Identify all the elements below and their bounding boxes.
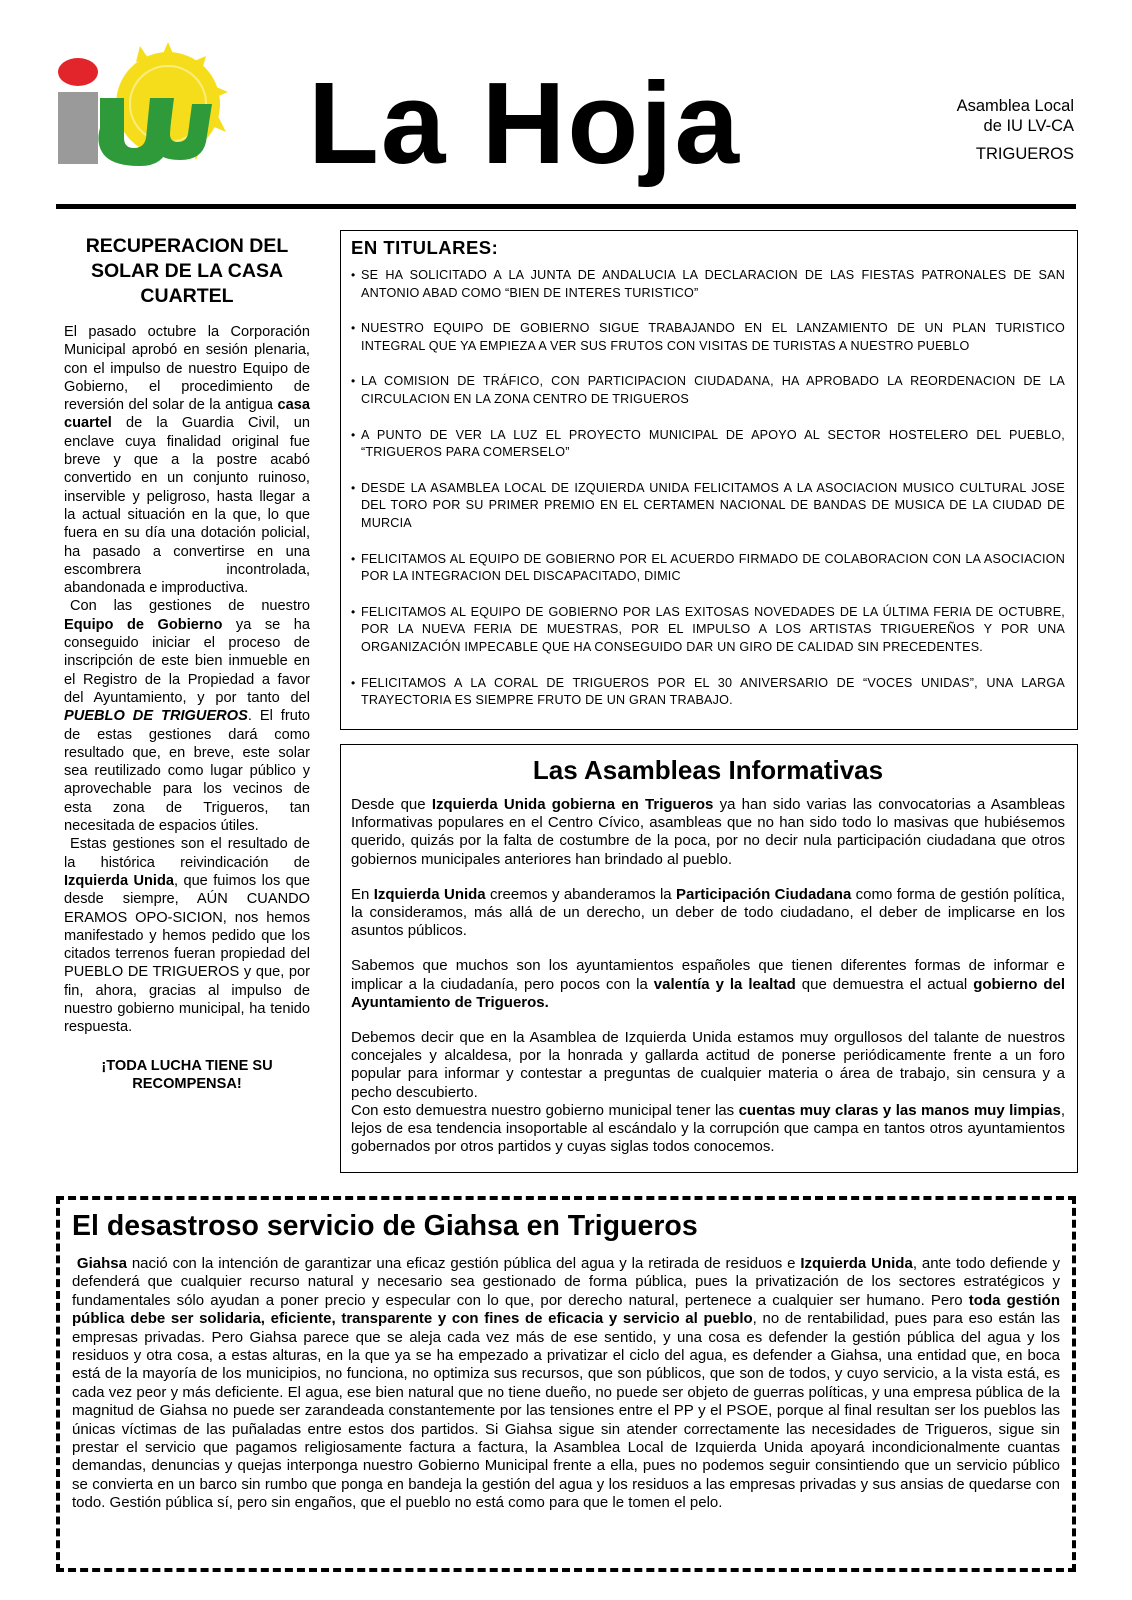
red-dot	[58, 58, 98, 86]
headline-item: • SE HA SOLICITADO A LA JUNTA DE ANDALUCIA LA DECLARACION DE LAS FIESTAS PATRONALES DE SAN ANTONIO ABAD COMO “BIEN DE INTERES TURISTICO”	[351, 267, 1065, 302]
masthead-title: La Hoja	[308, 58, 741, 188]
assemblies-box	[340, 744, 1078, 1173]
giahsa-box	[56, 1196, 1076, 1572]
header-rule	[56, 204, 1076, 209]
giahsa-paragraph: Giahsa nació con la intención de garantizar una eficaz gestión pública del agua y la retirada de residuos e Izquierda Unida, ante todo defiende y defenderá que cualquier recurso natural y necesario sea gestionado de forma pública, pues la privatización de los sectores estratégicos y fundamentales sólo ayudan a poner precio y especular con lo que, por derecho natural, pertenece a cualquier ser humano. Pero toda gestión pública debe ser solidaria, eficiente, transparente y con fines de eficacia y servicio al pueblo, no de rentabilidad, pues para eso están las empresas privadas. Pero Giahsa parece que se aleja cada vez más de ese sentido, y una cosa es defender la gestión pública del agua y los residuos y otra cosa, a estas alturas, en la que ya se ha empezado a privatizar el ciclo del agua, es defender a Giahsa, una entidad que, en boca está de la mayoría de los municipios, no funciona, no optimiza sus recursos, que son públicos, que son de todos, y cuyo servicio, a la vista está, es cada vez peor y más deficiente. El agua, ese bien natural que no tiene dueño, no puede ser objeto de guerras políticas, y una empresa pública de la magnitud de Giahsa no puede ser zarandeada constantemente por las tensiones entre el PP y el PSOE, porque al final resultan ser los pueblos las únicas víctimas de las puñaladas entre estos dos partidos. Si Giahsa sigue sin atender correctamente las necesidades de Trigueros, sigue sin prestar el servicio que pagamos religiosamente factura a factura, la Asamblea Local de Izquierda Unida apoyará incondicionalmente cuantas demandas, denuncias y quejas interponga nuestro Gobierno Municipal frente a ella, pues no podemos seguir consintiendo que un servicio público se convierta en un barco sin rumbo que ponga en bandeja la gestión del agua y los residuos a las empresas privadas y sus ansias de quedarse con todo. Gestión pública sí, pero sin engaños, que el pueblo no está como para que le tomen el pelo.	[72, 1255, 1061, 1512]
assemblies-title: Las Asambleas Informativas	[532, 755, 884, 785]
headline-item: • NUESTRO EQUIPO DE GOBIERNO SIGUE TRABAJANDO EN EL LANZAMIENTO DE UN PLAN TURISTICO INTEGRAL QUE YA EMPIEZA A VER SUS FRUTOS CON VISITAS DE TURISTAS A NUESTRO PUEBLO	[351, 320, 1065, 355]
giahsa-title: El desastroso servicio de Giahsa en Trigueros	[72, 1210, 698, 1242]
headlines-box	[340, 230, 1078, 730]
assemblies-paragraph-3: Sabemos que muchos son los ayuntamientos españoles que tienen diferentes formas de informar e implicar a la ciudadanía, pero pocos con la valentía y la lealtad que demuestra el actual gobierno del Ayuntamiento de Trigueros.	[351, 957, 1066, 1011]
assembly-line-2: de IU LV-CA	[983, 117, 1074, 135]
left-article-closing: ¡TODA LUCHA TIENE SU RECOMPENSA!	[101, 1057, 273, 1092]
headline-item: • FELICITAMOS AL EQUIPO DE GOBIERNO POR LAS EXITOSAS NOVEDADES DE LA ÚLTIMA FERIA DE OCTUBRE, POR LA NUEVA FERIA DE MUESTRAS, POR EL IMPULSO A LOS ARTISTAS TRIGUEREÑOS Y POR UNA ORGANIZACIÓN IMPECABLE QUE HA CONSEGUIDO DAR UN GIRO DE CALIDAD SIN PRECEDENTES.	[351, 604, 1065, 657]
headline-item: • FELICITAMOS A LA CORAL DE TRIGUEROS POR EL 30 ANIVERSARIO DE “VOCES UNIDAS”, UNA LARGA TRAYECTORIA ES SIEMPRE FRUTO DE UN GRAN TRABAJO.	[351, 675, 1065, 710]
iu-logo	[56, 42, 232, 172]
left-article-paragraph-1: El pasado octubre la Corporación Municipal aprobó en sesión plenaria, con el impulso de nuestro Equipo de Gobierno, el procedimiento de reversión del solar de la antigua casa cuartel de la Guardia Civil, un enclave cuya finalidad original fue breve y que a la postre acabó convertido en un conjunto ruinoso, inservible y peligroso, hasta llegar a la actual situación en la que, lo que fuera en su día una dotación policial, ha pasado a convertirse en una escombrera incontrolada, abandonada e improductiva.	[64, 324, 310, 597]
headlines-heading: EN TITULARES:	[351, 237, 499, 258]
headlines-list	[351, 267, 1065, 710]
left-article-paragraph-3: Estas gestiones son el resultado de la histórica reivindicación de Izquierda Unida, que fuimos los que desde siempre, AÚN CUANDO ERAMOS OPO-SICION, nos hemos manifestado y hemos pedido que los citados terrenos fueran propiedad del PUEBLO DE TRIGUEROS y que, por fin, ahora, gracias al impulso de nuestro gobierno municipal, ha tenido respuesta.	[64, 836, 310, 1036]
gray-bar	[58, 92, 98, 164]
headline-item: • LA COMISION DE TRÁFICO, CON PARTICIPACION CIUDADANA, HA APROBADO LA REORDENACION DE LA CIRCULACION EN LA ZONA CENTRO DE TRIGUEROS	[351, 373, 1065, 408]
headline-item: • DESDE LA ASAMBLEA LOCAL DE IZQUIERDA UNIDA FELICITAMOS A LA ASOCIACION MUSICO CULTURAL JOSE DEL TORO POR SU PRIMER PREMIO EN EL CERTAMEN NACIONAL DE BANDAS DE MUSICA DE LA CIUDAD DE MURCIA	[351, 480, 1065, 533]
headline-item: • A PUNTO DE VER LA LUZ EL PROYECTO MUNICIPAL DE APOYO AL SECTOR HOSTELERO DEL PUEBLO, “TRIGUEROS PARA COMERSELO”	[351, 427, 1065, 462]
assemblies-paragraph-5: Con esto demuestra nuestro gobierno municipal tener las cuentas muy claras y las manos muy limpias, lejos de esa tendencia insoportable al escándalo y la corrupción que campa en tantos otros ayuntamientos gobernados por otros partidos y cuyas siglas todos conocemos.	[351, 1101, 1065, 1156]
assemblies-paragraph-1: Desde que Izquierda Unida gobierna en Trigueros ya han sido varias las convocatorias a Asambleas Informativas populares en el Centro Cívico, asambleas que no han sido todo lo masivas que hubiésemos querido, quizás por la falta de costumbre de la poca, por no decir nula participación ciudadana que otros gobiernos municipales anteriores han brindado al pueblo.	[351, 796, 1065, 868]
left-article-paragraph-2: Con las gestiones de nuestro Equipo de Gobierno ya se ha conseguido iniciar el proceso de inscripción de este bien inmueble en el Registro de la Propiedad a favor del Ayuntamiento, y por tanto del PUEBLO DE TRIGUEROS. El fruto de estas gestiones dará como resultado que, en breve, este solar sea reutilizado como lugar público y aprovechable para los vecinos de esta zona de Trigueros, tan necesitada de espacios útiles.	[64, 598, 311, 835]
town-name: TRIGUEROS	[975, 145, 1074, 163]
logo-text: iu	[56, 42, 57, 43]
assembly-label	[957, 96, 1074, 164]
assemblies-paragraph-4: Debemos decir que en la Asamblea de Izquierda Unida estamos muy orgullosos del talante de nuestros concejales y alcaldesa, por la honrada y gallarda actitud de ponerse periódicamente frente a un foro popular para informar y contestar a preguntas de cualquier materia o área de trabajo, sin censura y a pecho descubierto.	[351, 1029, 1065, 1101]
assemblies-paragraph-2: En Izquierda Unida creemos y abanderamos la Participación Ciudadana como forma de gestión política, la consideramos, más allá de un derecho, un deber de todo ciudadano, el deber de implicarse en los asuntos públicos.	[351, 885, 1066, 940]
assembly-line-1: Asamblea Local	[956, 97, 1074, 115]
left-article-title: RECUPERACION DEL SOLAR DE LA CASA CUARTEL	[85, 235, 289, 307]
left-article	[64, 234, 310, 1093]
headline-item: • FELICITAMOS AL EQUIPO DE GOBIERNO POR EL ACUERDO FIRMADO DE COLABORACION CON LA ASOCIACION POR LA INTEGRACION DEL DISCAPACITADO, DIMIC	[351, 551, 1065, 586]
